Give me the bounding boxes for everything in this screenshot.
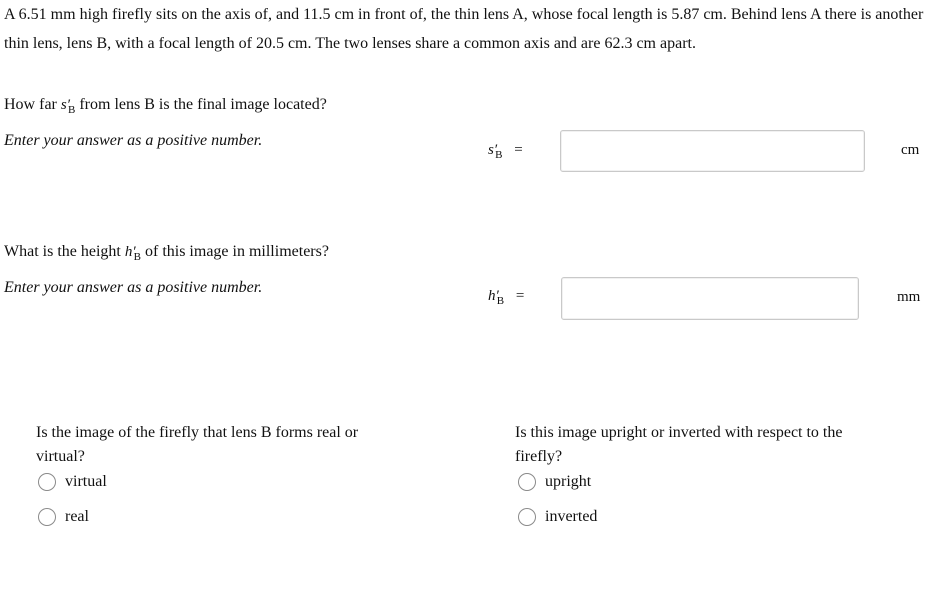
image-distance-input[interactable]	[560, 130, 865, 172]
option-label: inverted	[545, 508, 598, 525]
problem-statement: A 6.51 mm high firefly sits on the axis of, and 11.5 cm in front of, the thin lens A, whose focal length is 5.87 cm. Behind lens A there is another thin lens, lens B, with a focal length of 20.5 cm. The two lenses share a common axis and are 62.3 cm apart.	[4, 6, 924, 52]
radio-button[interactable]	[518, 473, 536, 491]
unit-label-cm: cm	[901, 142, 920, 158]
variable-symbol: s′	[60, 97, 70, 113]
variable-symbol: h′	[124, 244, 136, 260]
option-label: real	[65, 508, 89, 525]
radio-button[interactable]	[38, 473, 56, 491]
option-inverted[interactable]	[518, 508, 597, 526]
question-final-image-distance	[4, 95, 327, 116]
option-virtual[interactable]	[38, 473, 107, 491]
question-real-or-virtual: Is the image of the firefly that lens B forms real or virtual?	[36, 424, 359, 465]
question-suffix: from lens B is the final image located?	[75, 96, 327, 113]
unit-label-mm: mm	[897, 289, 921, 305]
option-label: upright	[545, 473, 592, 490]
question-image-height	[4, 242, 329, 263]
question-prefix: How far	[4, 96, 61, 113]
variable-subscript: B	[133, 251, 141, 263]
equals-sign: =	[514, 142, 523, 158]
label-symbol: h′	[488, 288, 499, 304]
label-symbol: s′	[488, 142, 498, 158]
variable-subscript: B	[68, 104, 76, 116]
label-subscript: B	[496, 295, 505, 307]
radio-button[interactable]	[38, 508, 56, 526]
label-subscript: B	[495, 149, 503, 161]
option-real[interactable]	[38, 508, 89, 526]
radio-button[interactable]	[518, 508, 536, 526]
option-label: virtual	[65, 473, 107, 490]
image-height-input[interactable]	[561, 277, 859, 320]
question-suffix: of this image in millimeters?	[140, 243, 329, 260]
answer-label-h-prime-b	[488, 288, 524, 305]
question-prefix: What is the height	[4, 243, 125, 260]
question-upright-or-inverted: Is this image upright or inverted with respect to the firefly?	[515, 424, 843, 465]
answer-instruction: Enter your answer as a positive number.	[4, 279, 263, 296]
option-upright[interactable]	[518, 473, 591, 491]
answer-label-s-prime-b	[488, 142, 523, 159]
equals-sign: =	[515, 288, 525, 304]
answer-instruction: Enter your answer as a positive number.	[4, 132, 263, 149]
